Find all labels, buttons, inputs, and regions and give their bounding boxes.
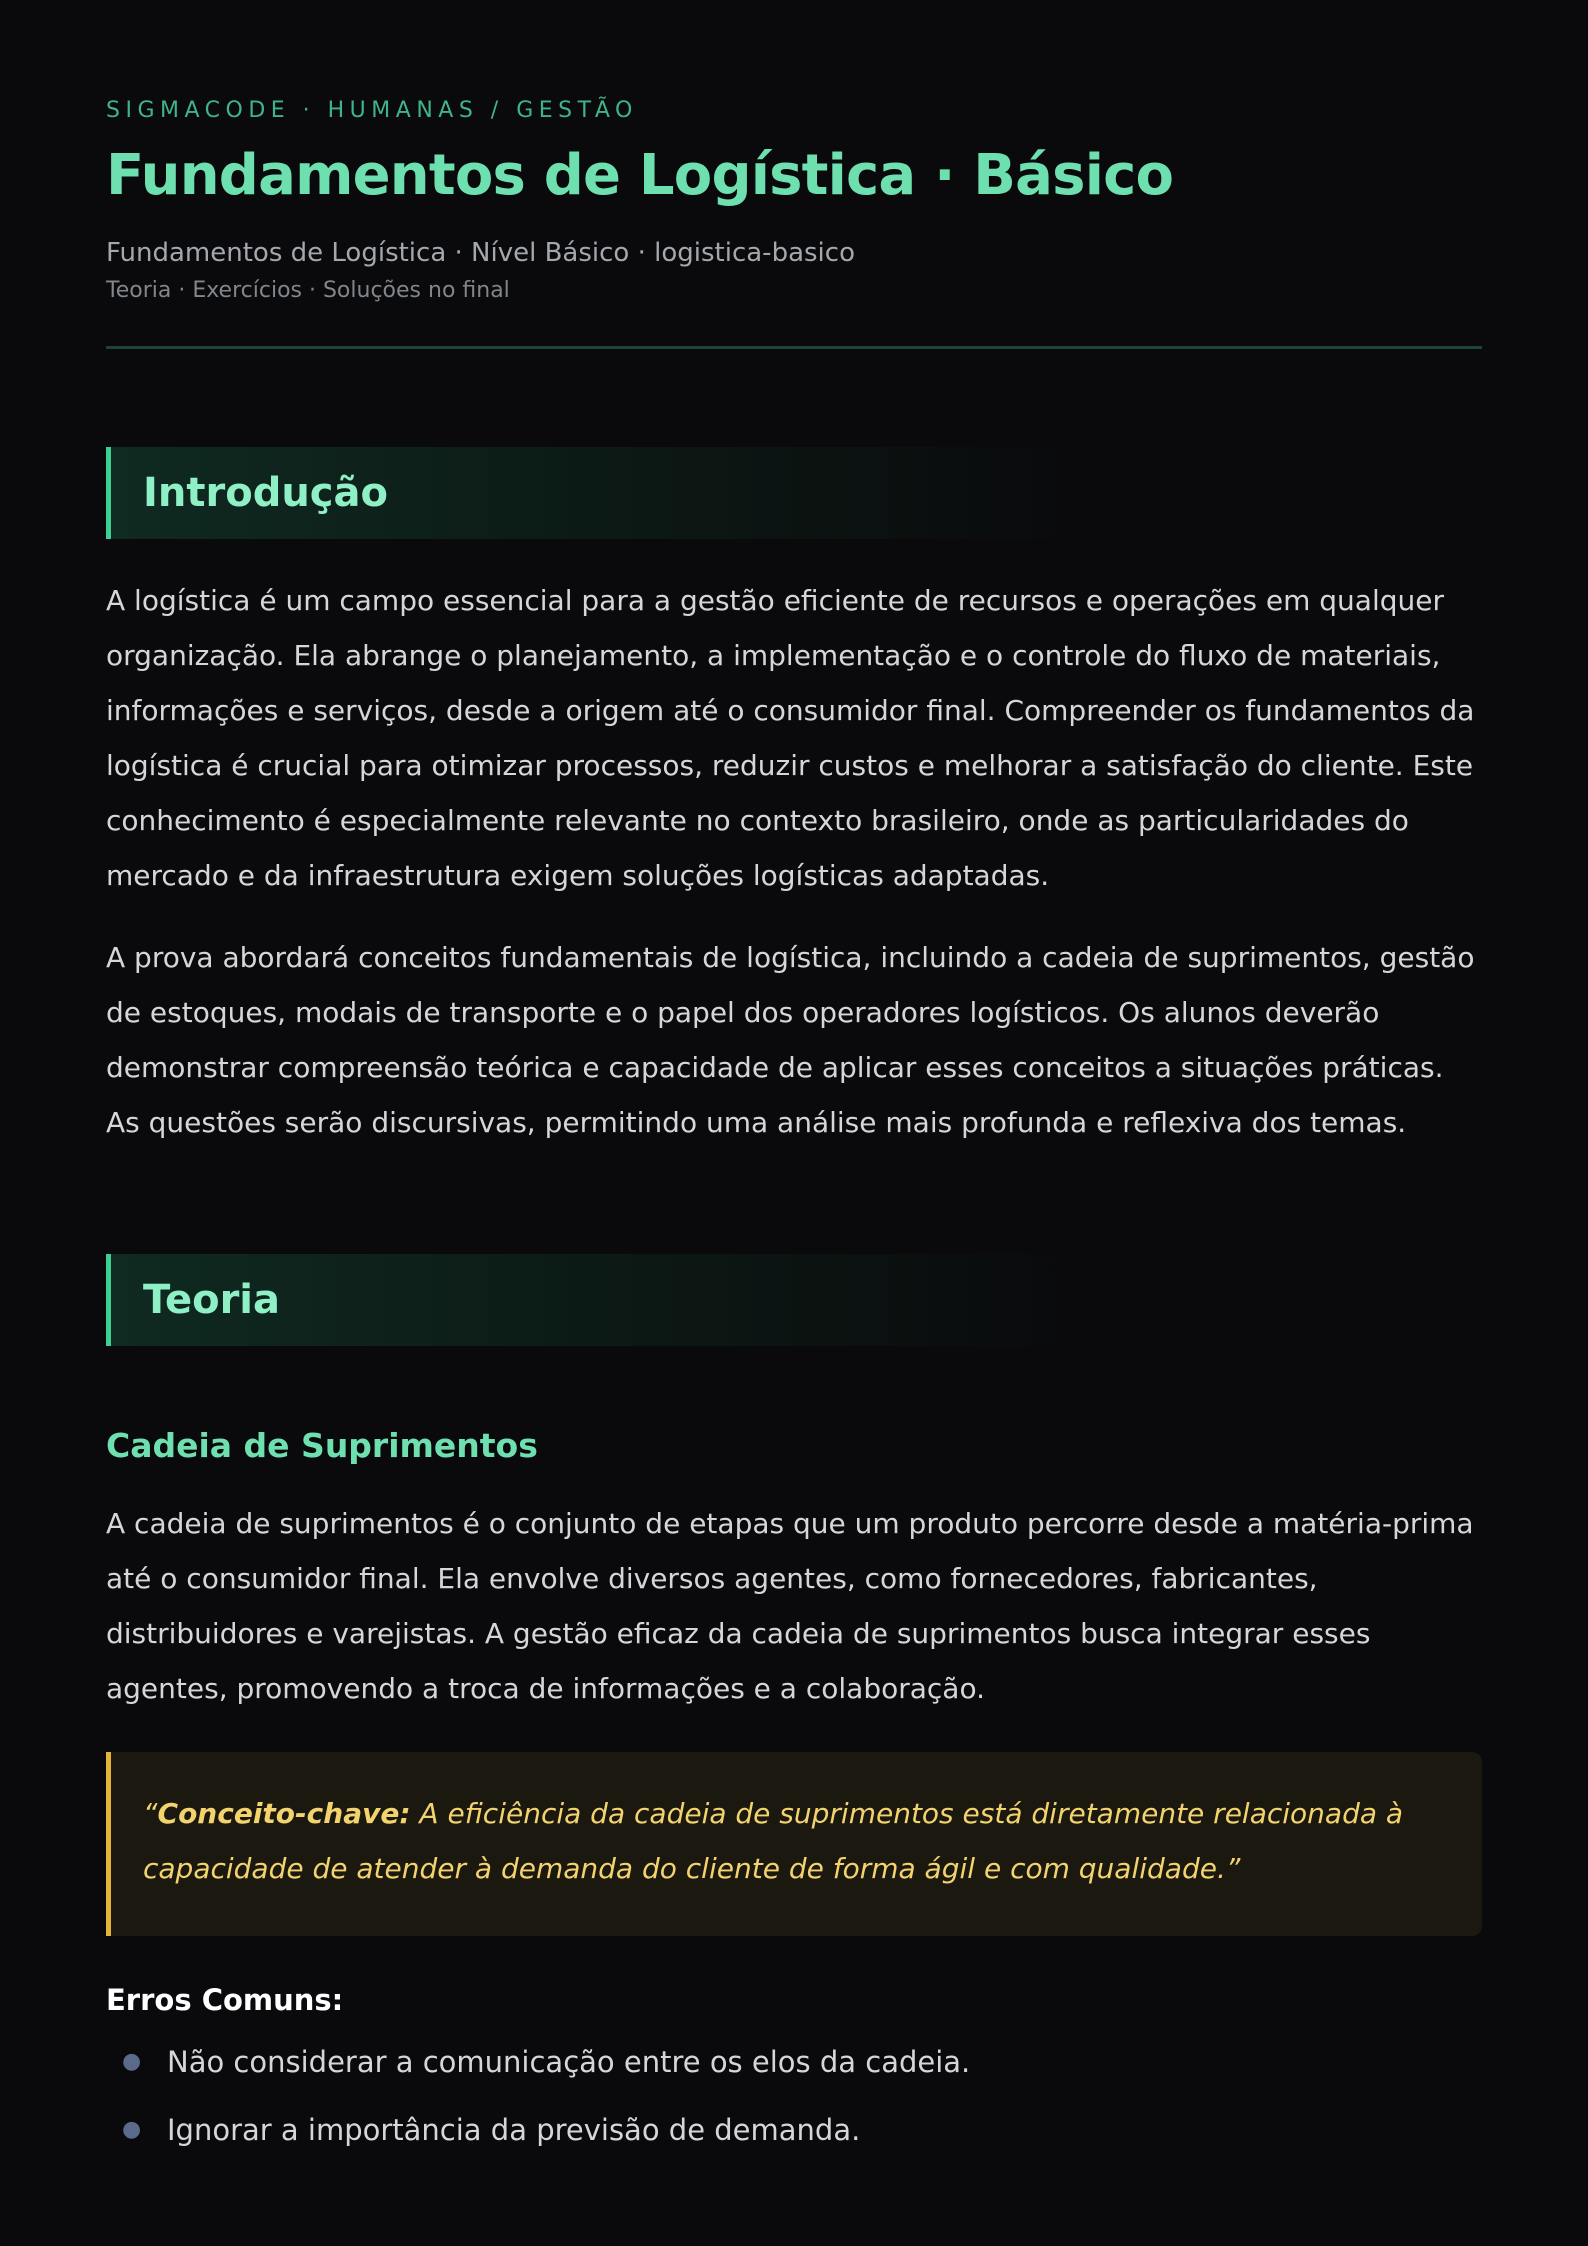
callout-label: Conceito-chave: — [157, 1797, 411, 1830]
list-item — [106, 2042, 1482, 2082]
common-errors-list — [106, 2042, 1482, 2150]
list-item — [106, 2110, 1482, 2150]
key-concept-callout — [106, 1752, 1482, 1936]
intro-heading: Introdução — [143, 470, 388, 516]
error-item-text: Ignorar a importância da previsão de demanda. — [167, 2113, 861, 2147]
page-subnote: Teoria · Exercícios · Soluções no final — [106, 278, 510, 303]
intro-section — [106, 447, 1482, 1150]
bullet-icon: ● — [122, 2117, 142, 2142]
error-item-text: Não considerar a comunicação entre os elos da cadeia. — [167, 2045, 971, 2079]
theory-section-header — [106, 1254, 1482, 1346]
callout-open-quote: “ — [143, 1797, 158, 1830]
intro-paragraph-2: A prova abordará conceitos fundamentais de logística, incluindo a cadeia de suprimentos, gestão de estoques, modais de transporte e o papel dos operadores logísticos. Os alunos deverão demonstrar compreensão teórica e capacidade de aplicar esses conceitos a situações práticas. As questões serão discursivas, permitindo uma análise mais profunda e reflexiva dos temas. — [106, 941, 1475, 1139]
callout-close-quote: ” — [1225, 1852, 1241, 1885]
bullet-icon: ● — [122, 2049, 142, 2074]
topic-title: Cadeia de Suprimentos — [106, 1426, 538, 1465]
document-header — [106, 94, 1482, 349]
intro-paragraph-1: A logística é um campo essencial para a gestão eficiente de recursos e operações em qualquer organização. Ela abrange o planejamento, a implementação e o controle do fluxo de materiais, informações e serviços, desde a origem até o consumidor final. Compreender os fundamentos da logística é crucial para otimizar processos, reduzir custos e melhorar a satisfação do cliente. Este conhecimento é especialmente relevante no contexto brasileiro, onde as particularidades do mercado e da infraestrutura exigem soluções logísticas adaptadas. — [106, 584, 1475, 892]
topic-paragraph: A cadeia de suprimentos é o conjunto de etapas que um produto percorre desde a matéria-prima até o consumidor final. Ela envolve diversos agentes, como fornecedores, fabricantes, distribuidores e varejistas. A gestão eficaz da cadeia de suprimentos busca integrar esses agentes, promovendo a troca de informações e a colaboração. — [106, 1507, 1474, 1705]
theory-section — [106, 1254, 1482, 2150]
page-title: Fundamentos de Logística · Básico — [106, 143, 1174, 208]
document-page — [106, 0, 1482, 2150]
header-divider — [106, 346, 1482, 349]
intro-section-header — [106, 447, 1482, 539]
callout-text: A eficiência da cadeia de suprimentos está diretamente relacionada à capacidade de atender à demanda do cliente de forma ágil e com qualidade. — [143, 1797, 1404, 1885]
breadcrumb-eyebrow: SIGMACODE · HUMANAS / GESTÃO — [106, 98, 638, 123]
theory-heading: Teoria — [143, 1277, 281, 1323]
page-subtitle: Fundamentos de Logística · Nível Básico · logistica-basico — [106, 238, 855, 268]
common-errors-heading: Erros Comuns: — [106, 1983, 344, 2017]
